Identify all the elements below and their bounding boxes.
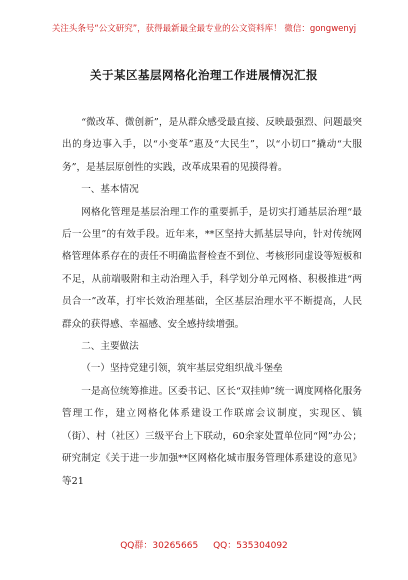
footer-banner xyxy=(0,538,408,551)
section-heading-practices: 二、主要做法 xyxy=(81,341,139,353)
header-banner: 关注头条号“公文研究”，获得最新最全最专业的公文资料库！ 微信：gongwenyj xyxy=(51,24,357,34)
basic-situation-paragraph: 网格化管理是基层治理工作的重要抓手，是切实打通基层治理“最后一公里”的有效手段。近年来，**区坚持大抓基层导向，针对传统网格管理体系存在的责任不明确监督检查不到位、考核形同虚设等短板和不足，从前端吸附和主动治理入手，科学划分单元网格、积极推进“两员合一”改革，打牢长效治理基础，全区基层治理水平不断提高，人民群众的获得感、幸福感、安全感持续增强。 xyxy=(62,206,362,330)
subsection-heading: （一）坚持党建引领，筑牢基层党组织战斗堡垒 xyxy=(81,363,283,375)
qq-text: QQ：535304092 xyxy=(213,541,288,551)
intro-paragraph: “微改革、微创新”，是从群众感受最直接、反映最强烈、问题最突出的身边事入手，以“小变革”惠及“大民生”，以“小切口”撬动“大服务”，是基层原创性的实践，改革成果看的见摸得着。 xyxy=(62,117,362,173)
qq-group-text: QQ群：30265665 xyxy=(120,541,199,551)
document-title: 关于某区基层网格化治理工作进展情况汇报 xyxy=(90,68,318,82)
document-body xyxy=(62,112,362,493)
practice-paragraph: 一是高位统筹推进。区委书记、区长“双挂帅”统一调度网格化服务管理工作，建立网格化体系建设工作联席会议制度，实现区、镇（街）、村（社区）三级平台上下联动，60余家处置单位同“网”办公；研究制定《关于进一步加强**区网格化城市服务管理体系建设的意见》等21 xyxy=(62,385,362,487)
section-heading-basic: 一、基本情况 xyxy=(81,184,139,196)
